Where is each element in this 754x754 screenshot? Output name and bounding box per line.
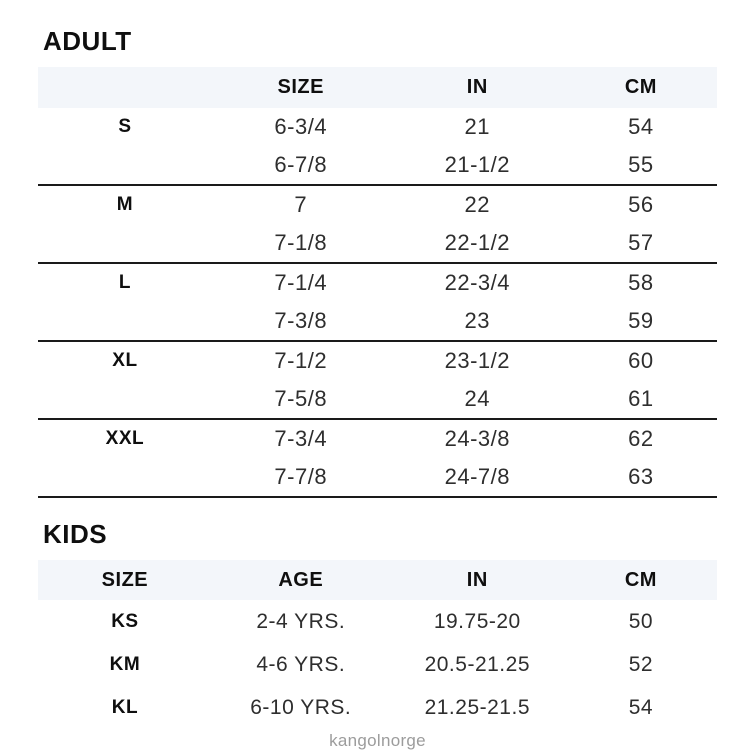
cell-size: 6-7/8: [274, 152, 328, 177]
cell-in: 22: [464, 192, 491, 217]
size-group-s: [38, 108, 717, 186]
cell-in: 20.5-21.25: [424, 652, 530, 676]
cell-in: 21-1/2: [444, 152, 510, 177]
kids-table-header-row: [38, 560, 717, 600]
adult-col-header-cm: CM: [624, 76, 657, 98]
table-row: [38, 186, 717, 224]
cell-age: 2-4 YRS.: [256, 609, 346, 633]
cell-size: 7-1/8: [274, 230, 328, 255]
cell-size: 7-1/4: [274, 270, 328, 295]
cell-cm: 63: [628, 464, 654, 489]
size-group-xl: [38, 342, 717, 420]
cell-in: 22-3/4: [444, 270, 510, 295]
kids-col-header-in: IN: [466, 568, 488, 591]
cell-cm: 59: [628, 308, 654, 333]
kids-size-label: KL: [111, 696, 139, 718]
size-group-label: M: [116, 194, 134, 215]
table-row: [38, 600, 717, 643]
cell-cm: 58: [628, 270, 654, 295]
cell-size: 7-3/8: [274, 308, 328, 333]
table-row: [38, 420, 717, 458]
kids-size-label: KM: [109, 653, 141, 675]
adult-col-header-size: SIZE: [277, 76, 324, 98]
cell-in: 23-1/2: [444, 348, 510, 373]
table-row: [38, 686, 717, 729]
table-row: [38, 108, 717, 146]
kids-size-table: [38, 560, 717, 729]
kids-size-label: KS: [111, 610, 139, 632]
cell-cm: 50: [628, 609, 654, 633]
cell-in: 21: [464, 114, 491, 139]
size-group-label: L: [118, 272, 131, 293]
cell-age: 6-10 YRS.: [250, 695, 352, 719]
cell-size: 7-3/4: [274, 426, 328, 451]
cell-cm: 57: [628, 230, 654, 255]
adult-size-table: [38, 67, 717, 498]
adult-table-header-row: [38, 67, 717, 108]
cell-cm: 61: [628, 386, 654, 411]
size-group-xxl: [38, 420, 717, 498]
cell-in: 24-3/8: [444, 426, 510, 451]
table-row: [38, 146, 717, 184]
kids-col-header-age: AGE: [278, 568, 324, 591]
kids-col-header-cm: CM: [624, 568, 657, 591]
adult-col-header-in: IN: [466, 76, 488, 98]
cell-cm: 56: [628, 192, 654, 217]
table-row: [38, 264, 717, 302]
cell-cm: 54: [628, 695, 654, 719]
cell-size: 6-3/4: [274, 114, 328, 139]
cell-cm: 54: [628, 114, 654, 139]
brand-watermark: kangolnorge: [329, 731, 426, 750]
table-row: [38, 380, 717, 418]
cell-size: 7-5/8: [274, 386, 328, 411]
cell-cm: 62: [628, 426, 654, 451]
table-row: [38, 302, 717, 340]
cell-in: 23: [464, 308, 491, 333]
kids-col-header-size: SIZE: [101, 568, 149, 591]
size-group-label: XXL: [105, 428, 145, 449]
cell-size: 7-7/8: [274, 464, 328, 489]
cell-cm: 52: [628, 652, 654, 676]
cell-in: 19.75-20: [433, 609, 521, 633]
cell-cm: 60: [628, 348, 654, 373]
table-row: [38, 342, 717, 380]
size-group-m: [38, 186, 717, 264]
cell-size: 7-1/2: [274, 348, 328, 373]
cell-cm: 55: [628, 152, 654, 177]
size-group-l: [38, 264, 717, 342]
cell-in: 24-7/8: [444, 464, 510, 489]
kids-section-heading: KIDS: [43, 519, 108, 549]
cell-age: 4-6 YRS.: [256, 652, 346, 676]
size-group-label: XL: [112, 350, 138, 371]
size-group-label: S: [118, 116, 132, 137]
cell-size: 7: [294, 192, 308, 217]
cell-in: 22-1/2: [444, 230, 510, 255]
table-row: [38, 643, 717, 686]
table-row: [38, 458, 717, 496]
cell-in: 21.25-21.5: [424, 695, 530, 719]
cell-in: 24: [464, 386, 491, 411]
adult-section-heading: ADULT: [43, 26, 132, 56]
table-row: [38, 224, 717, 262]
